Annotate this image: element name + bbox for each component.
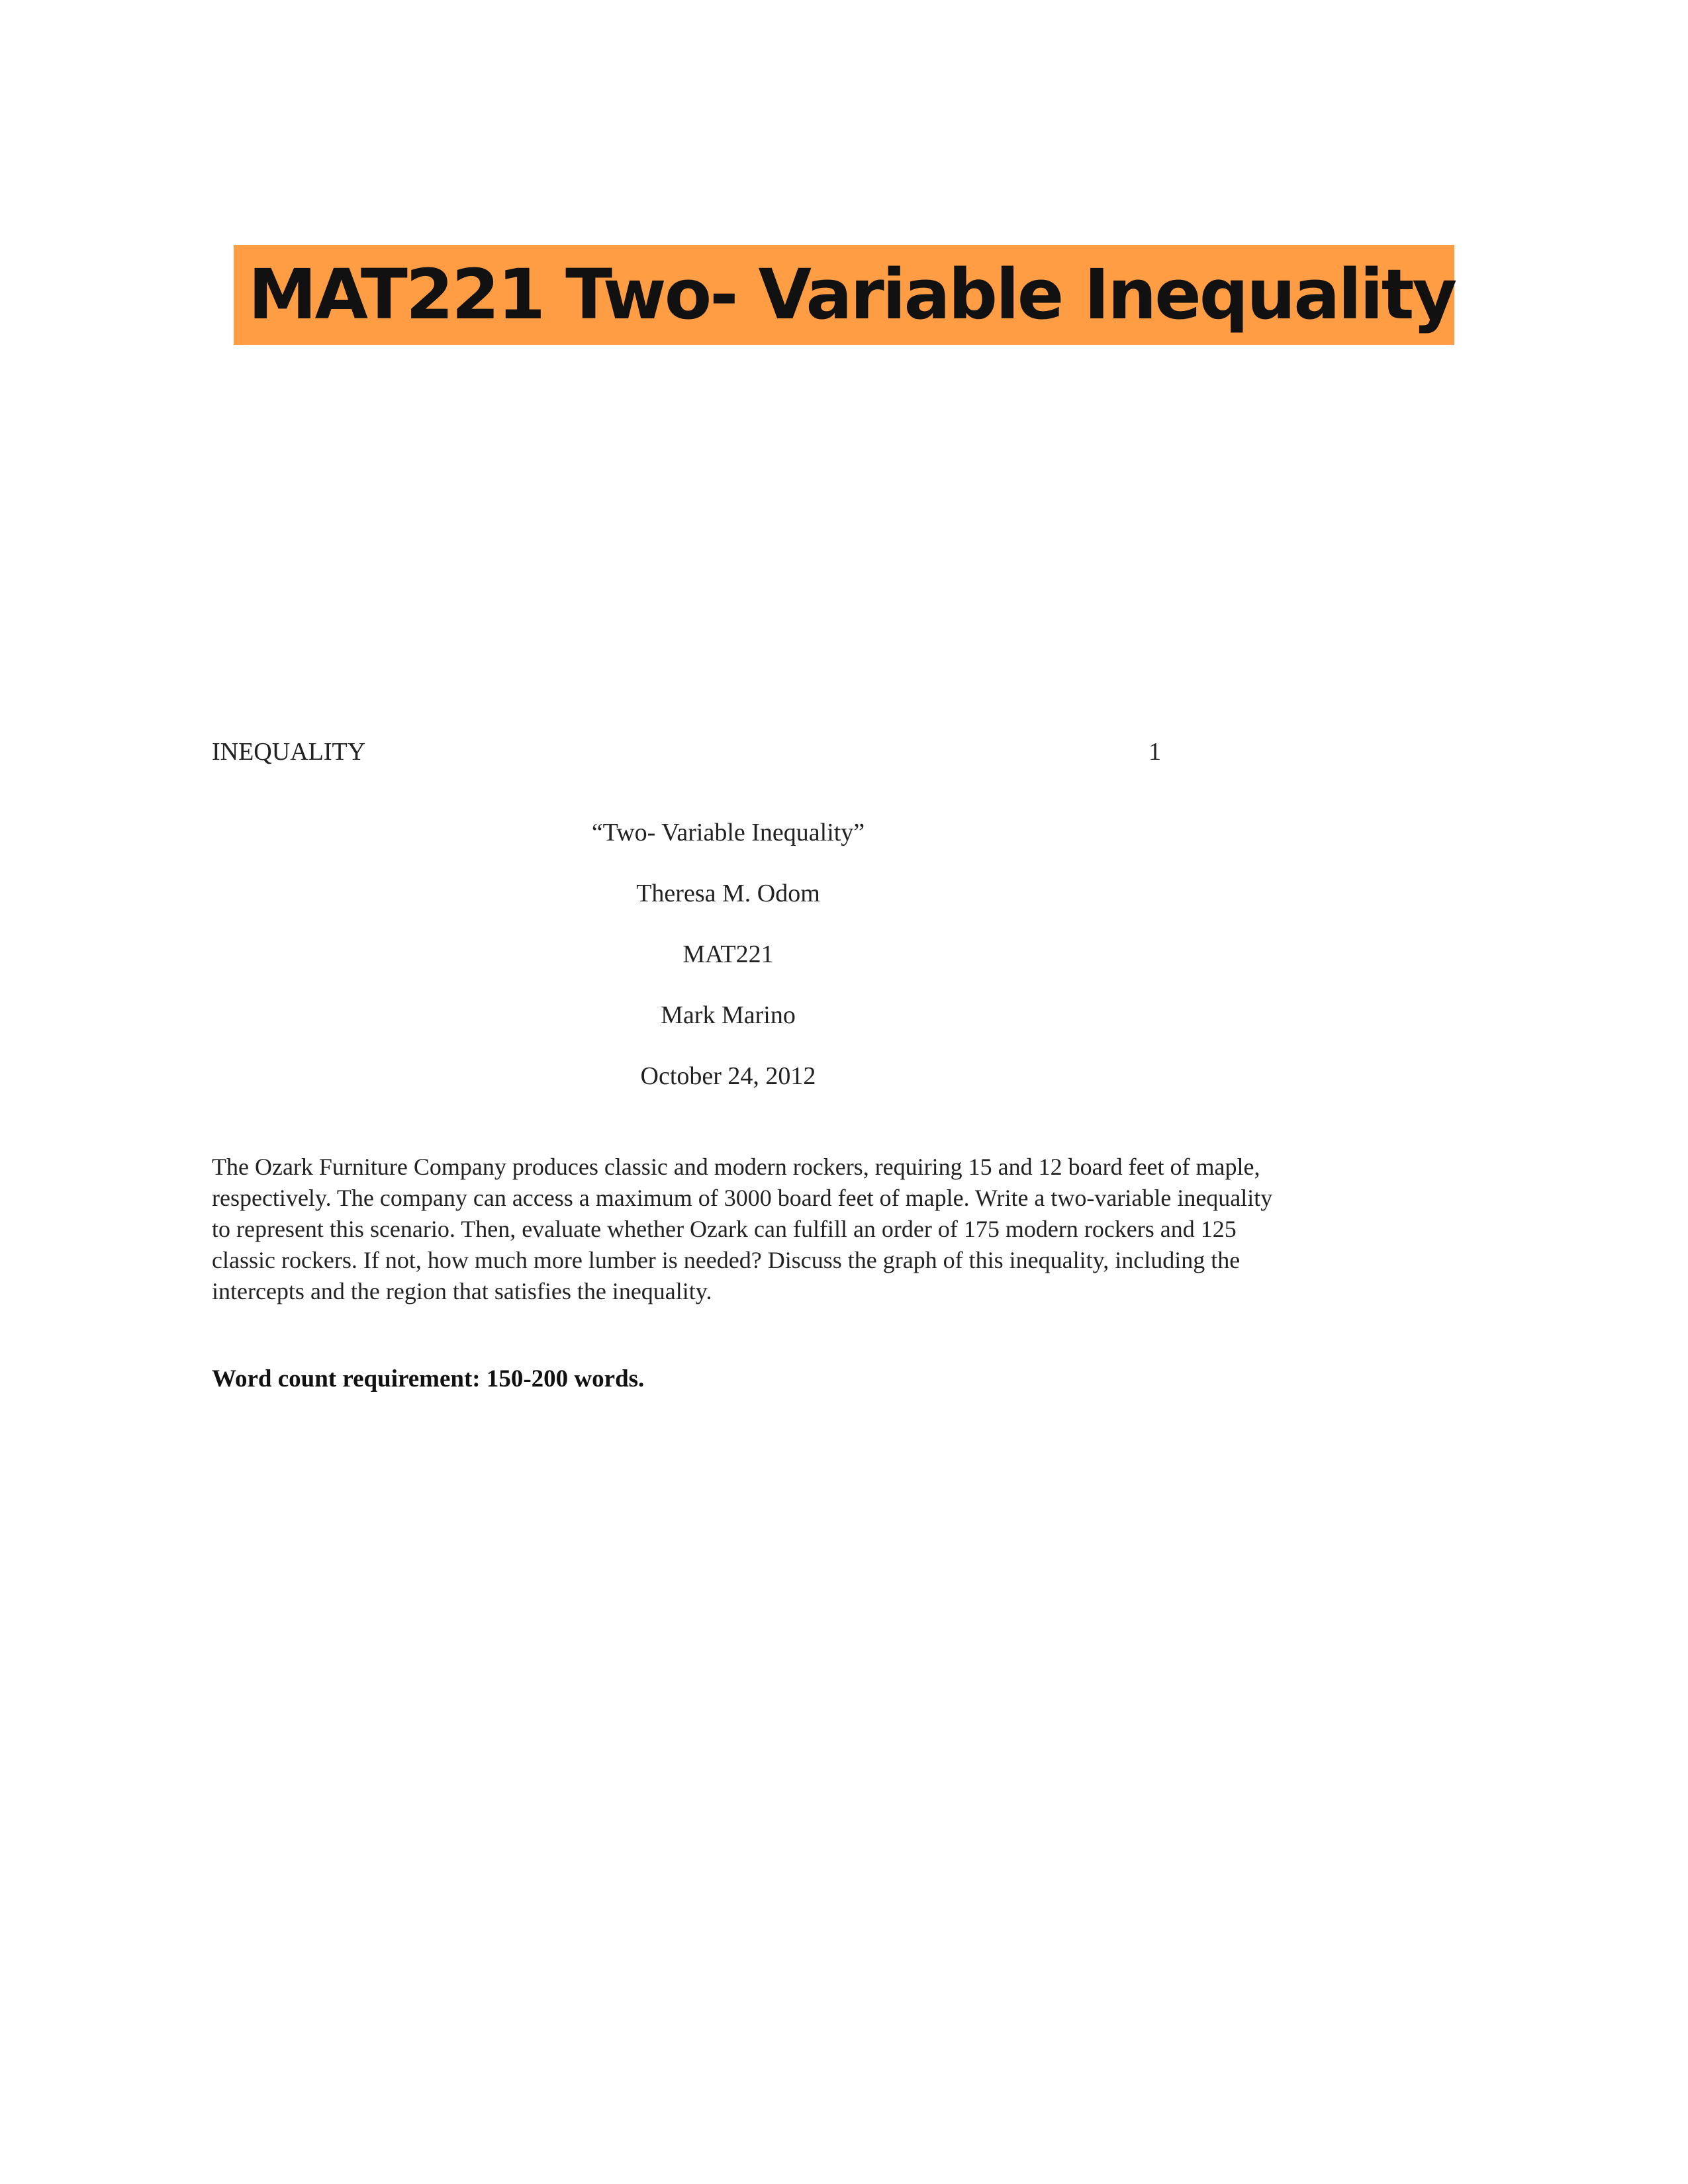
course-code: MAT221 [682, 940, 774, 968]
page-number: 1 [1149, 738, 1161, 766]
word-count-requirement: Word count requirement: 150-200 words. [212, 1365, 645, 1392]
instructor-name: Mark Marino [661, 1001, 796, 1029]
paper-date: October 24, 2012 [640, 1062, 816, 1090]
banner-title: MAT221 Two- Variable Inequality [248, 254, 1456, 335]
assignment-prompt: The Ozark Furniture Company produces classic and modern rockers, requiring 15 and 12 board feet of maple, respectively. The company can access a maximum of 3000 board feet of maple. Write a two-variable inequality to represent this scenario. Then, evaluate whether Ozark can fulfill an order of 175 modern rockers and 125 classic rockers. If not, how much more lumber is needed? Discuss the graph of this inequality, including the intercepts and the region that satisfies the inequality. [212, 1154, 1273, 1304]
title-banner [234, 245, 1454, 345]
running-head: INEQUALITY [212, 738, 366, 766]
paper-title: “Two- Variable Inequality” [591, 819, 865, 846]
author-name: Theresa M. Odom [636, 880, 820, 907]
